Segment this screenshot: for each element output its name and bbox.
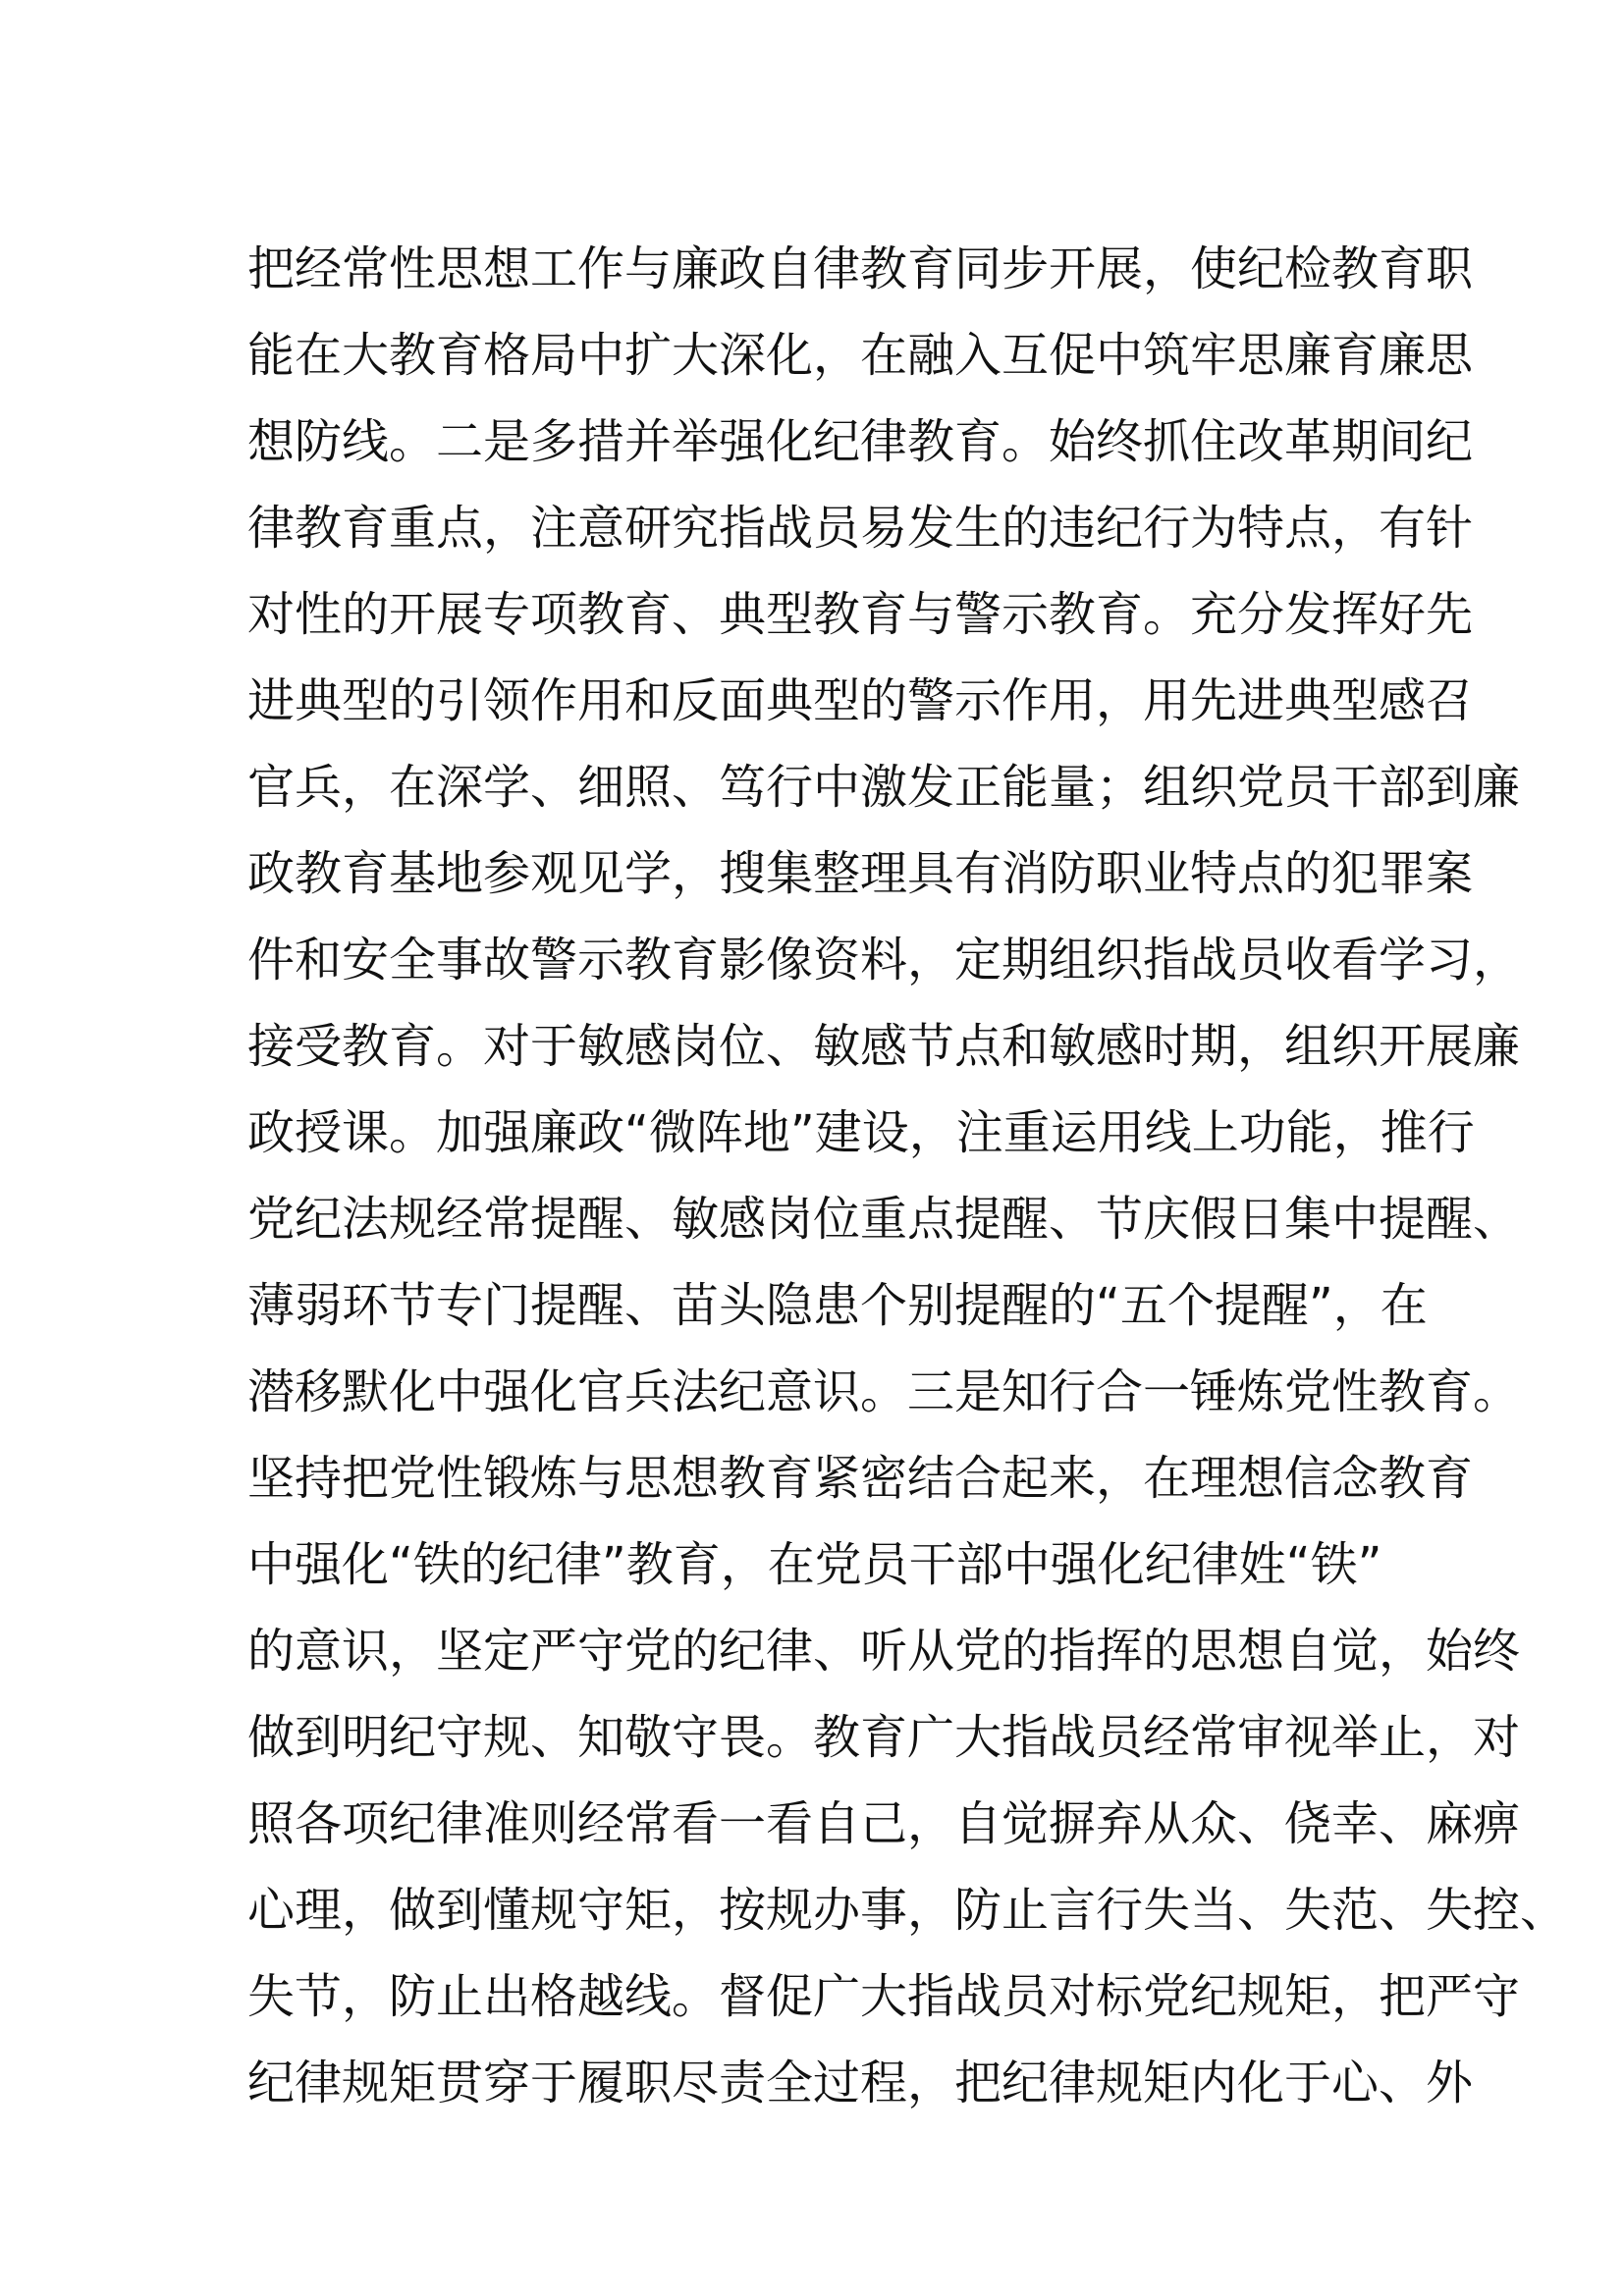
text-line: 的意识，坚定严守党的纪律、听从党的指挥的思想自觉，始终 xyxy=(247,1624,1521,1679)
text-line: 件和安全事故警示教育影像资料，定期组织指战员收看学习， xyxy=(247,933,1521,988)
text-line: 失节，防止出格越线。督促广大指战员对标党纪规矩，把严守 xyxy=(247,1969,1521,2024)
text-line: 党纪法规经常提醒、敏感岗位重点提醒、节庆假日集中提醒、 xyxy=(247,1192,1521,1247)
body-text xyxy=(247,226,1568,2126)
text-line: 接受教育。对于敏感岗位、敏感节点和敏感时期，组织开展廉 xyxy=(247,1019,1521,1074)
text-line: 薄弱环节专门提醒、苗头隐患个别提醒的“五个提醒”，在 xyxy=(247,1278,1428,1333)
text-line: 把经常性思想工作与廉政自律教育同步开展，使纪检教育职 xyxy=(247,241,1474,296)
text-line: 进典型的引领作用和反面典型的警示作用，用先进典型感召 xyxy=(247,673,1474,728)
text-line: 纪律规矩贯穿于履职尽责全过程，把纪律规矩内化于心、外 xyxy=(247,2056,1474,2110)
text-line: 政教育基地参观见学，搜集整理具有消防职业特点的犯罪案 xyxy=(247,846,1474,901)
text-line: 对性的开展专项教育、典型教育与警示教育。充分发挥好先 xyxy=(247,587,1474,642)
text-line: 潜移默化中强化官兵法纪意识。三是知行合一锤炼党性教育。 xyxy=(247,1364,1521,1419)
text-line: 能在大教育格局中扩大深化，在融入互促中筑牢思廉育廉思 xyxy=(247,328,1474,383)
text-line: 中强化“铁的纪律”教育，在党员干部中强化纪律姓“铁” xyxy=(247,1537,1382,1592)
text-line: 照各项纪律准则经常看一看自己，自觉摒弃从众、侥幸、麻痹 xyxy=(247,1796,1521,1851)
text-line: 坚持把党性锻炼与思想教育紧密结合起来，在理想信念教育 xyxy=(247,1451,1474,1506)
text-line: 官兵，在深学、细照、笃行中激发正能量；组织党员干部到廉 xyxy=(247,760,1521,815)
text-line: 想防线。二是多措并举强化纪律教育。始终抓住改革期间纪 xyxy=(247,414,1474,469)
text-line: 做到明纪守规、知敬守畏。教育广大指战员经常审视举止，对 xyxy=(247,1710,1521,1765)
text-line: 律教育重点，注意研究指战员易发生的违纪行为特点，有针 xyxy=(247,501,1474,556)
text-line: 心理，做到懂规守矩，按规办事，防止言行失当、失范、失控、 xyxy=(247,1883,1568,1938)
text-line: 政授课。加强廉政“微阵地”建设，注重运用线上功能，推行 xyxy=(247,1105,1475,1160)
